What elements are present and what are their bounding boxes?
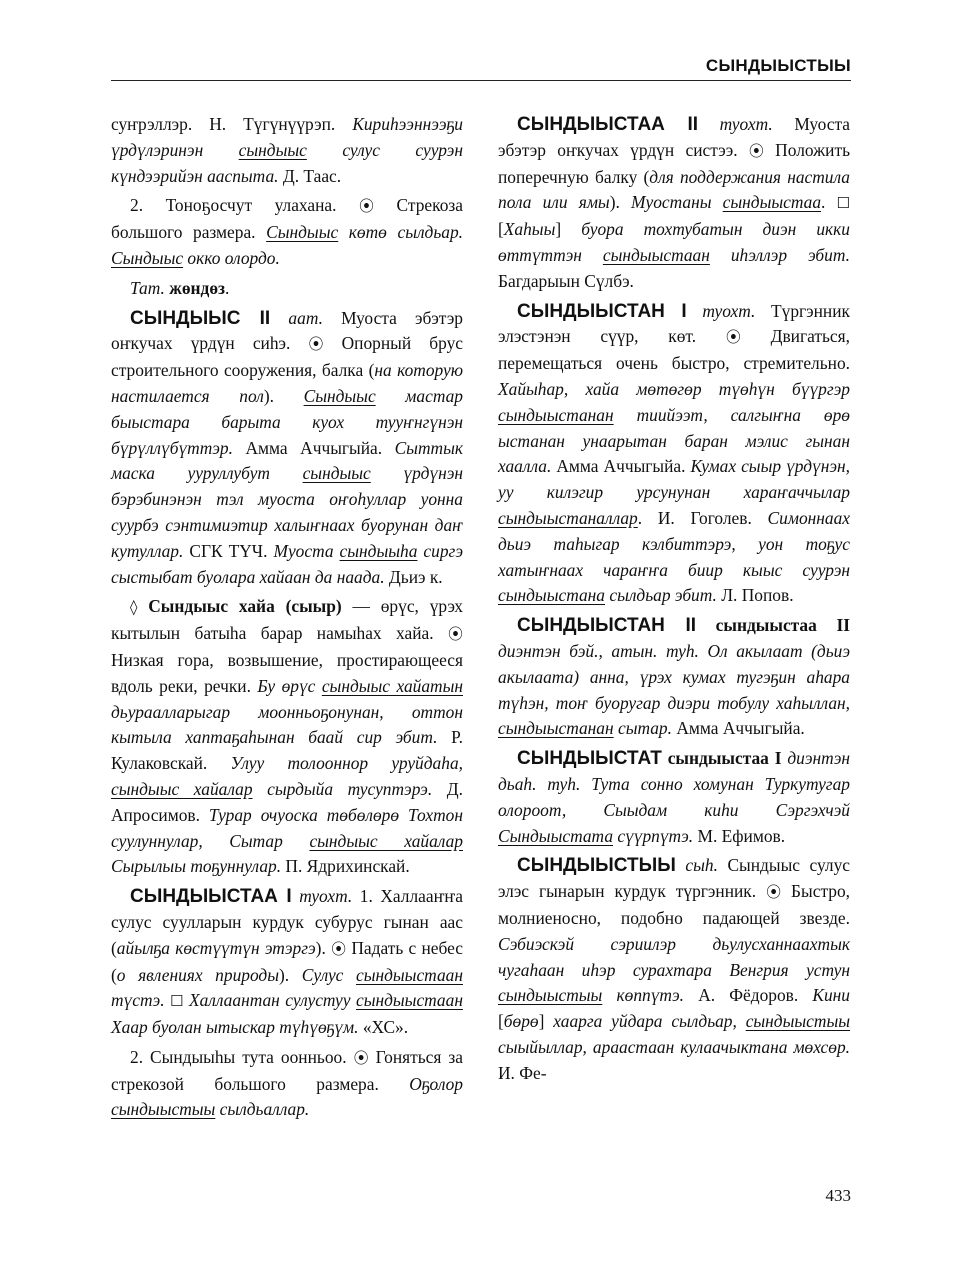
headword: СЫНДЫЫСТАН II [517, 615, 697, 637]
square-mark-icon: ☐ [170, 992, 184, 1011]
sense-2: 2. Сындыыһы тута оонньоо. ⦿ Гоняться за стрекозой большого размера. Оҕолор сындыыстыы сылдьаллар. [111, 1046, 463, 1120]
headword: СЫНДЫЫСТЫЫ [517, 855, 676, 877]
headword: СЫНДЫЫСТАА II [517, 114, 699, 135]
headword-usage: Сындыыс [111, 247, 184, 268]
entry-syndyystaa-2: СЫНДЫЫСТАА II туохт. Муоста эбэтэр оҥкучах үрдүн систээ. ⦿ Положить поперечную балку (для поддержания настила пола или ямы). Муостаны сындыыстаа. ☐ [Хаһыы] буора тохтубатын диэн икки өттүттэн сындыыстаан иһэллэр эбит. Багдарыын Сүлбэ. [498, 114, 851, 291]
entry-syndyystat: СЫНДЫЫСТАТ сындыыстаа I диэнтэн дьаһ. туһ. Тута сонно хомунан Туркутугар олороот, Сыыдам киһи Сэргэхчэй Сындыыстата сүүрпүтэ. М. Ефимов. [498, 748, 850, 846]
page-number: 433 [825, 1186, 851, 1205]
circle-mark-icon: ⦿ [725, 328, 741, 347]
headword: СЫНДЫЫС II [130, 307, 271, 329]
headword-usage: сындыыс [238, 139, 307, 160]
circle-mark-icon: ⦿ [331, 939, 347, 958]
phrase-syndyys-khaya: ◊ Сындыыс хайа (сыыр) — өрүс, үрэх кытылын батыһа барар намыһах хайа. ⦿ Низкая гора, возвышение, простирающееся вдоль реки, речки. Бу өрүс сындыыс хайатын дьураалларыгар моонньоҕонунан, оттон кытыла хаптаҕаһынан баай сир эбит. Р. Кулаковскай. Улуу толооннор уруйдаһа, сындыыс хайалар сырдыйа тусуптэрэ. Д. Апросимов. Турар очуоска төбөлөрө Тохтон суулуннулар, Сытар сындыыс хайалар Сырылыы тоҕуннулар. П. Ядрихинскай. [111, 596, 464, 877]
entry-syndyys-2: СЫНДЫЫС II аат. Муоста эбэтэр оҥкучах үрдүн сиһэ. ⦿ Опорный брус строительного сооружения, балка (на которую настилается пол). Сындыыс мастар быыстара барыта куох тууҥнгүнэн бүрүллүбүттэр. Амма Аччыгыйа. Сыттык маска ууруллубут сындыыс үрдүнэн бэрэбинэнэн тэл муоста оҥоһуллар уонна суурбэ сэнтимиэтир халыҥнаах буорунан даҥ кутуллар. СГК ТҮЧ. Муоста сындыыһа сиргэ сыстыбат буолара хайаан да наада. Дьиэ к. [111, 307, 463, 587]
headword: СЫНДЫЫСТАН I [517, 300, 687, 322]
circle-mark-icon: ⦿ [359, 197, 375, 216]
square-mark-icon: ☐ [836, 194, 850, 213]
translation-line: Тат. жөндөз. [130, 277, 230, 298]
circle-mark-icon: ⦿ [447, 625, 463, 644]
circle-mark-icon: ⦿ [766, 883, 782, 902]
headword: СЫНДЫЫСТАТ [517, 748, 662, 770]
left-column [111, 112, 463, 1127]
running-head [111, 54, 851, 81]
circle-mark-icon: ⦿ [353, 1048, 369, 1067]
entry-syndyystan-1: СЫНДЫЫСТАН I туохт. Түргэнник элэстэнэн сүүр, көт. ⦿ Двигаться, перемещаться очень быстро, стремительно. Хайыһар, хайа мөтөгөр түөһүн бүүргэр сындыыстанан тиийээт, салгыҥна өрө ыстанан унаарытан баран мэлис гынан хаалла. Амма Аччыгыйа. Кумах сыыр үрдүнэн, уу килэгир урсунунан хараҥаччылар сындыыстаналлар. И. Гоголев. Симоннаах дьиэ таһыгар кэлбиттэрэ, уон тоҕус хатыҥнаах чараҥҥа биир кыыс суурэн сындыыстана сылдьар эбит. Л. Попов. [498, 300, 850, 606]
diamond-mark-icon: ◊ [130, 598, 138, 617]
entry-syndyystyy: СЫНДЫЫСТЫЫ сыһ. Сындыыс сулус элэс гынарын курдук түргэнник. ⦿ Быстро, молниеносно, подобно падающей звезде. Сэбиэскэй сэриилэр дьулусханнаахтык чугаһаан иһэр сурахтара Венгрия устун сындыыстыы көппүтэ. А. Фёдоров. Кини [бөрө] хаарга уйдара сылдьар, сындыыстыы сыыйыллар, араастаан кулаачыктана мөхсөр. И. Фе- [498, 855, 850, 1083]
entry-continuation: суҥрэллэр. Н. Түгүнүүрэп. Кириһээннээҕи үрдүлэринэн сындыыс сулус суурэн күндээрийэн ааспыта. Д. Таас. [111, 114, 463, 186]
circle-mark-icon: ⦿ [748, 141, 764, 160]
entry-syndyystaa-1: СЫНДЫЫСТАА I туохт. 1. Халлааҥҥа сулус сууллaрын курдук субурус гынан аас (айылҕа көстүүтүн этэргэ). ⦿ Падать с небес (о явлениях природы). Сулус сындыыстаан түстэ. ☐ Халлаантан сулустуу сындыыстаан Хаар буолан ытыскар түһүөҕүм. «ХС». [111, 886, 463, 1038]
entry-syndyystan-2: СЫНДЫЫСТАН II сындыыстаа II диэнтэн бэй., атын. туһ. Ол акылаат (дьиэ акылаата) анна, үрэх кумах тугэҕин аһара түһэн, тоҥ буоругар диэри тобулу хаһыллан, сындыыстанан сытар. Амма Аччыгыйа. [498, 615, 850, 739]
right-column [498, 112, 850, 1090]
sense-2: 2. Тоноҕосчут улахана. ⦿ Стрекоза большого размера. Сындыыс көтө сылдьар. Сындыыс окко олордо. [111, 195, 464, 268]
headword: СЫНДЫЫСТАА I [130, 886, 292, 908]
headword-usage: Сындыыс [266, 222, 339, 243]
circle-mark-icon: ⦿ [308, 335, 324, 354]
running-head-title: СЫНДЫЫСТЫЫ [705, 56, 851, 75]
